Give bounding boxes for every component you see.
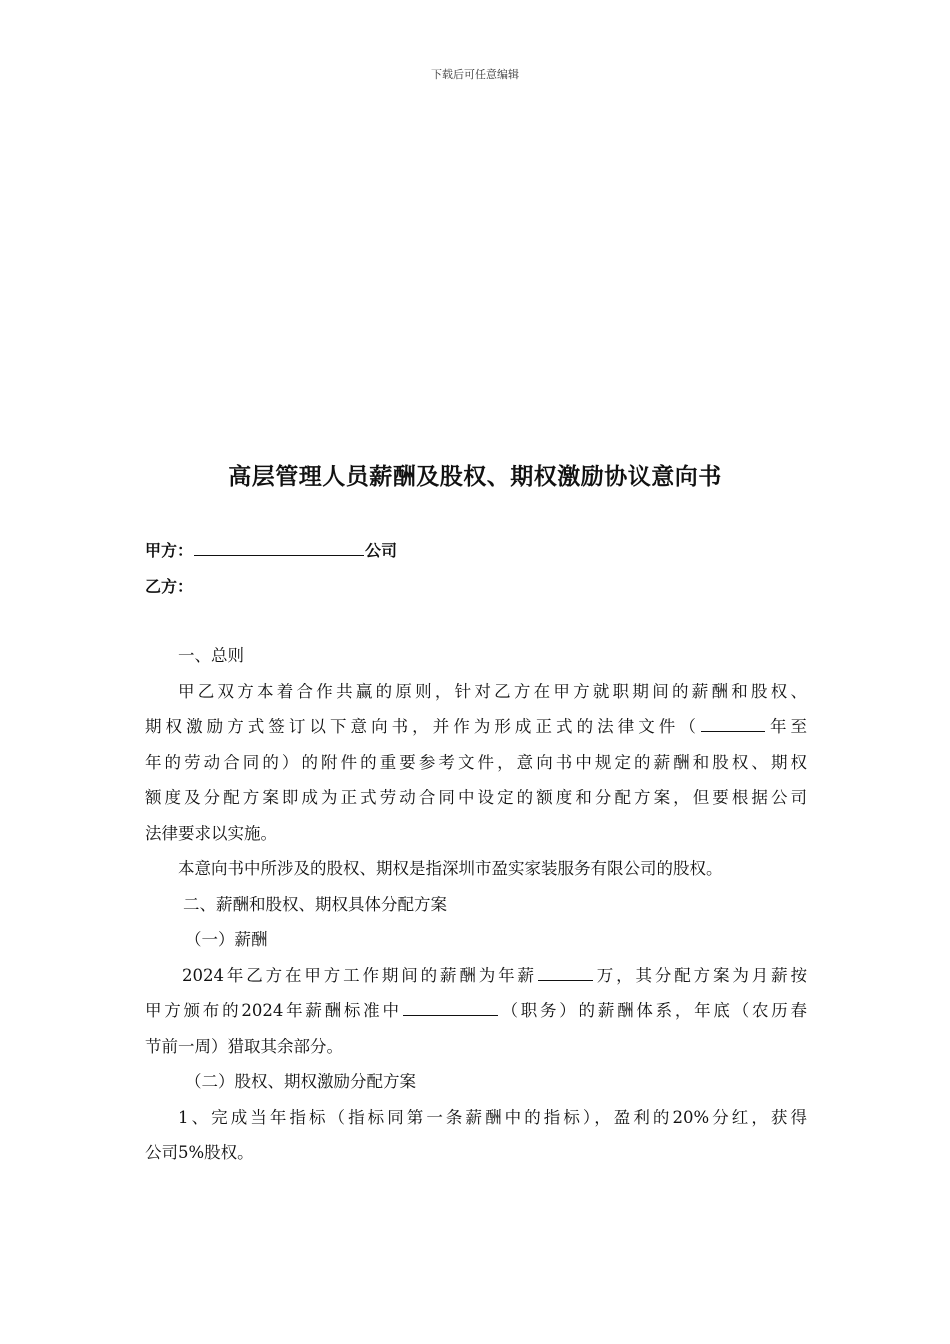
position-blank bbox=[403, 1000, 498, 1016]
party-a-line bbox=[145, 540, 397, 562]
section1-p1-line1: 甲乙双方本着合作共赢的原则，针对乙方在甲方就职期间的薪酬和股权、 bbox=[178, 681, 807, 701]
section1-p1-line3: 年的劳动合同的）的附件的重要参考文件，意向书中规定的薪酬和股权、期权 bbox=[145, 752, 807, 772]
party-b-label: 乙方： bbox=[145, 577, 194, 596]
p1-line2-text-a: 期权激励方式签订以下意向书，并作为形成正式的法律文件（ bbox=[145, 717, 700, 736]
party-a-suffix: 公司 bbox=[365, 541, 398, 560]
document-body bbox=[145, 638, 807, 1171]
party-b-line bbox=[145, 576, 193, 598]
annual-salary-blank bbox=[538, 965, 593, 981]
party-a-name-blank bbox=[194, 540, 364, 556]
section1-p1-line5: 法律要求以实施。 bbox=[145, 823, 277, 843]
salary-line1-text-b: 万，其分配方案为月薪按 bbox=[593, 965, 807, 985]
section1-p1-line4: 额度及分配方案即成为正式劳动合同中设定的额度和分配方案，但要根据公司 bbox=[145, 788, 807, 807]
equity-item1-line1: 1、完成当年指标（指标同第一条薪酬中的指标），盈利的20%分红，获得 bbox=[178, 1107, 807, 1127]
p1-line2-text-b: 年至 bbox=[765, 717, 807, 736]
salary-line2-text-b: （职务）的薪酬体系，年底（农历春 bbox=[498, 1001, 807, 1020]
section1-p1-line2 bbox=[145, 709, 807, 745]
section2-sub1-heading: （一）薪酬 bbox=[185, 930, 268, 949]
party-a-label: 甲方： bbox=[145, 541, 194, 560]
salary-line1-text-a: 2024年乙方在甲方工作期间的薪酬为年薪 bbox=[182, 965, 537, 985]
salary-line2-text-a: 甲方颁布的2024年薪酬标准中 bbox=[145, 1001, 402, 1020]
document-title: 高层管理人员薪酬及股权、期权激励协议意向书 bbox=[228, 464, 722, 490]
header-note: 下载后可任意编辑 bbox=[431, 68, 519, 81]
equity-item1-line2: 公司5%股权。 bbox=[145, 1143, 254, 1162]
section2-sub2-heading: （二）股权、期权激励分配方案 bbox=[185, 1072, 416, 1091]
salary-line1 bbox=[145, 958, 807, 994]
section2-heading: 二、薪酬和股权、期权具体分配方案 bbox=[183, 894, 447, 914]
salary-line3: 节前一周）猎取其余部分。 bbox=[145, 1036, 343, 1056]
section1-heading: 一、总则 bbox=[178, 646, 244, 665]
salary-line2 bbox=[145, 993, 807, 1029]
contract-start-year-blank bbox=[701, 716, 765, 732]
section1-p2: 本意向书中所涉及的股权、期权是指深圳市盈实家装服务有限公司的股权。 bbox=[178, 859, 723, 878]
